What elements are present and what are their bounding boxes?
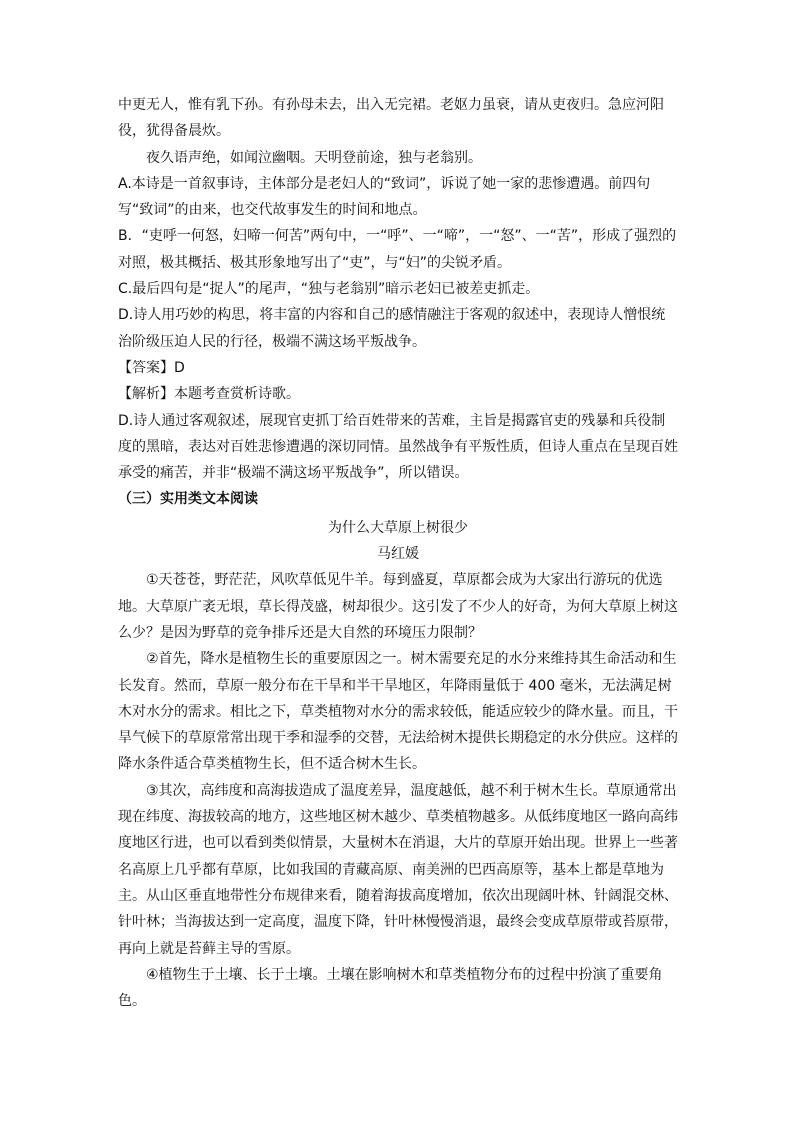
- document-page: [118, 92, 678, 1014]
- poem-line-1: 中更无人，惟有乳下孙。有孙母未去，出入无完裙。老妪力虽衰，请从吏夜归。急应河阳役，犹得备晨炊。: [118, 97, 664, 140]
- article-title: 为什么大草原上树很少: [328, 519, 468, 536]
- option-a: A.本诗是一首叙事诗，主体部分是老妇人的“致词”，诉说了她一家的悲惨遭遇。前四句写“致词”的由来，也交代故事发生的时间和地点。: [118, 175, 651, 219]
- paragraph-2: ②首先，降水是植物生长的重要原因之一。树木需要充足的水分来维持其生命活动和生长发育。然而，草原一般分布在干旱和半干旱地区，年降雨量低于 400 毫米，无法满足树木对水分的需求。相比之下，草类植物对水分的需求较低，能适应较少的降水量。而且，干旱气候下的草原常常出现干季和湿季的交替，无法给树木提供长期稳定的水分供应。这样的降水条件适合草类植物生长，但不适合树木生长。: [118, 651, 678, 773]
- answer-line: 【答案】D: [118, 359, 185, 376]
- analysis-heading: 【解析】本题考查赏析诗歌。: [118, 386, 300, 403]
- poem-line-2: 夜久语声绝，如闻泣幽咽。天明登前途，独与老翁别。: [146, 149, 482, 166]
- option-d: D.诗人用巧妙的构思，将丰富的内容和自己的感情融注于客观的叙述中，表现诗人憎恨统治阶级压迫人民的行径，极端不满这场平叛战争。: [118, 307, 666, 350]
- paragraph-1: ①天苍苍，野茫茫，风吹草低见牛羊。每到盛夏，草原都会成为大家出行游玩的优选地。大草原广袤无垠，草长得茂盛，树却很少。这引发了不少人的好奇，为何大草原上树这么少？是因为野草的竞争排斥还是大自然的环境压力限制？: [118, 572, 678, 641]
- article-author: 马红媛: [377, 546, 419, 563]
- option-c: C.最后四句是“捉人”的尾声，“独与老翁别”暗示老妇已被差吏抓走。: [118, 281, 540, 298]
- paragraph-4: ④植物生于土壤、长于土壤。土壤在影响树木和草类植物分布的过程中扮演了重要角色。: [118, 966, 663, 1010]
- option-b: B．“吏呼一何怒，妇啼一何苦”两句中，一“呼”、一“啼”，一“怒”、一“苦”，形成了强烈的对照，极其概括、极其形象地写出了“吏”，与“妇”的尖锐矛盾。: [118, 228, 677, 271]
- analysis-text: D.诗人通过客观叙述，展现官吏抓丁给百姓带来的苦难，主旨是揭露官吏的残暴和兵役制度的黑暗，表达对百姓悲惨遭遇的深切同情。虽然战争有平叛性质，但诗人重点在呈现百姓承受的痛苦，并非“极端不满这场平叛战争”，所以错误。: [118, 412, 678, 482]
- section-heading: （三）实用类文本阅读: [118, 491, 258, 508]
- paragraph-3: ③其次，高纬度和高海拔造成了温度差异，温度越低，越不利于树木生长。草原通常出现在纬度、海拔较高的地方，这些地区树木越少、草类植物越多。从低纬度地区一路向高纬度地区行进，也可以看到类似情景，大量树木在消退，大片的草原开始出现。世界上一些著名高原上几乎都有草原，比如我国的青藏高原、南美洲的巴西高原等，基本上都是草地为主。从山区垂直地带性分布规律来看，随着海拔高度增加，依次出现阔叶林、针阔混交林、针叶林；当海拔达到一定高度，温度下降，针叶林慢慢消退，最终会变成草原带或苔原带，再向上就是苔藓主导的雪原。: [118, 782, 678, 957]
